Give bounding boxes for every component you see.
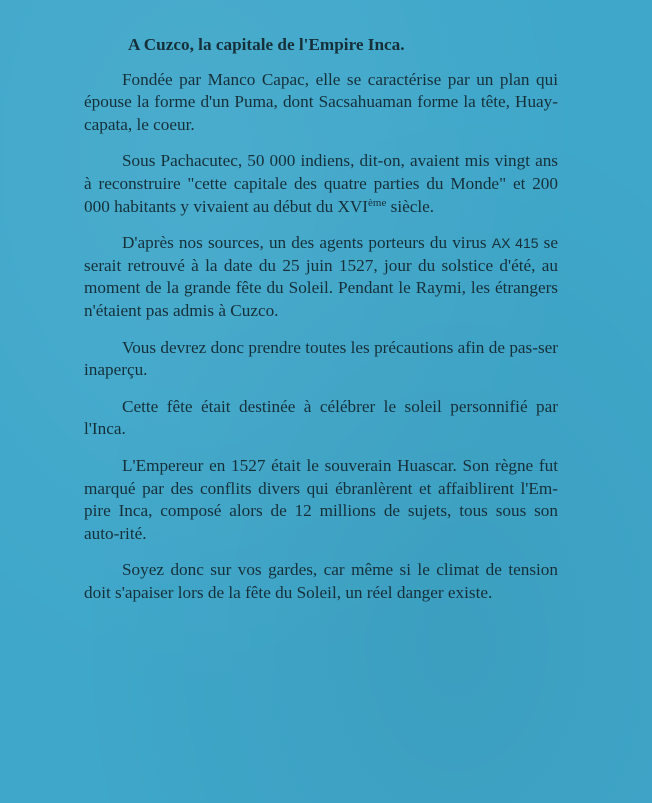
paragraph-emperor: L'Empereur en 1527 était le souverain Huascar. Son règne fut marqué par des conflits divers qui ébranlèrent et affaiblirent l'Em-pire Inca, composé alors de 12 millions de sujets, tous sous son auto-rité. <box>84 455 558 543</box>
paragraph-virus-agent-text: D'après nos sources, un des agents porteurs du virus <box>122 233 492 253</box>
century-superscript: ème <box>368 196 387 209</box>
paragraph-pachacutec <box>84 150 558 218</box>
virus-code: AX 415 <box>491 235 539 252</box>
document-text <box>84 34 558 618</box>
paragraph-pachacutec-text: Sous Pachacutec, 50 000 indiens, dit-on, avaient mis vingt ans à reconstruire "cette capitale des quatre parties du Monde" et 200 000 habitants y vivaient au début du XVI <box>84 151 558 216</box>
paragraph-precautions: Vous devrez donc prendre toutes les précautions afin de pas-ser inaperçu. <box>84 337 558 380</box>
paragraph-virus-agent-end: se serait retrouvé à la date du 25 juin 1527, jour du solstice d'été, au moment de la grande fête du Soleil. Pendant le Raymi, les étrangers n'étaient pas admis à Cuzco. <box>84 233 558 320</box>
paragraph-foundation: Fondée par Manco Capac, elle se caractérise par un plan qui épouse la forme d'un Puma, dont Sacsahuaman forme la tête, Huay-capata, le coeur. <box>84 69 558 134</box>
paragraph-sun-festival: Cette fête était destinée à célébrer le soleil personnifié par l'Inca. <box>84 396 558 439</box>
document-title: A Cuzco, la capitale de l'Empire Inca. <box>128 35 405 54</box>
paragraph-virus-agent <box>84 232 558 322</box>
paragraph-warning: Soyez donc sur vos gardes, car même si le climat de tension doit s'apaiser lors de la fête du Soleil, un réel danger existe. <box>84 560 558 602</box>
paragraph-pachacutec-end: siècle. <box>386 196 435 216</box>
